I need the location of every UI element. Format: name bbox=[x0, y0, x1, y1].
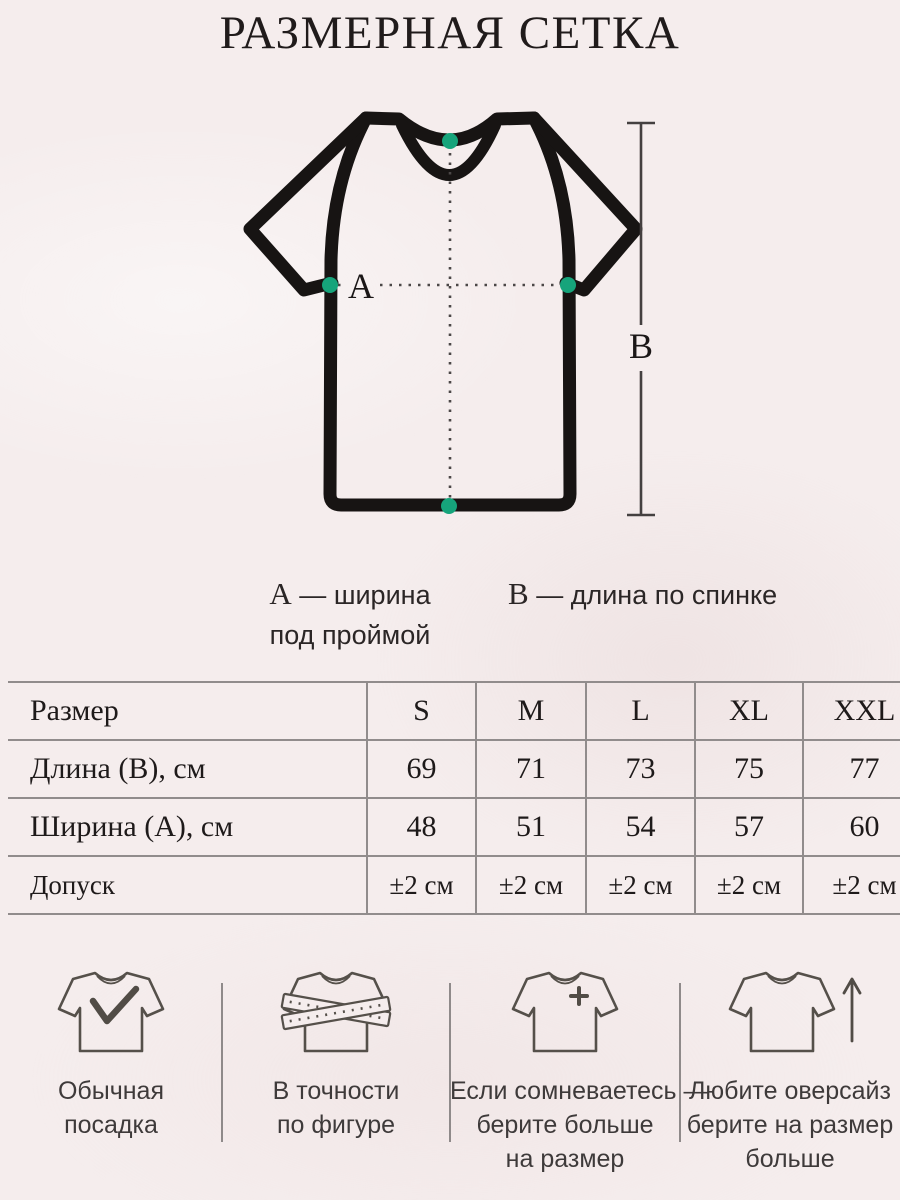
length-value: 69 bbox=[367, 740, 476, 798]
length-value: 73 bbox=[586, 740, 695, 798]
legend-letter-a: А bbox=[269, 576, 292, 611]
legend-dash-b: — bbox=[536, 580, 564, 610]
caption-line: Любите оверсайз bbox=[688, 1077, 891, 1105]
tolerance-value: ±2 см bbox=[476, 856, 586, 914]
legend-length-text: длина по спинке bbox=[570, 580, 778, 610]
tolerance-value: ±2 см bbox=[586, 856, 695, 914]
width-value: 51 bbox=[476, 798, 586, 856]
caption-line: посадка bbox=[64, 1111, 158, 1139]
width-row bbox=[8, 798, 900, 856]
legend-width-text: ширина bbox=[333, 580, 431, 610]
hem-point bbox=[441, 498, 457, 514]
fit-caption-exact bbox=[222, 1074, 450, 1142]
left-armpit-point bbox=[322, 277, 338, 293]
legend-length bbox=[508, 574, 848, 615]
size-col-s: S bbox=[367, 682, 476, 740]
legend-width bbox=[185, 574, 515, 655]
size-table-header-row bbox=[8, 682, 900, 740]
fit-caption-oversize bbox=[680, 1074, 900, 1176]
legend-dash-a: — bbox=[299, 580, 327, 610]
tshirt-oversize-arrow-icon bbox=[697, 963, 867, 1063]
caption-line: больше bbox=[745, 1145, 835, 1173]
caption-line: на размер bbox=[505, 1145, 625, 1173]
fit-caption-regular bbox=[0, 1074, 222, 1142]
fit-caption-doubt bbox=[450, 1074, 709, 1176]
right-armpit-point bbox=[560, 277, 576, 293]
width-row-label: Ширина (А), см bbox=[8, 798, 367, 856]
legend-letter-b: В bbox=[508, 576, 529, 611]
tshirt-measurement-diagram bbox=[0, 95, 900, 555]
width-value: 54 bbox=[586, 798, 695, 856]
tolerance-row bbox=[8, 856, 900, 914]
length-letter-b: В bbox=[628, 326, 654, 366]
tolerance-value: ±2 см bbox=[803, 856, 900, 914]
collar-point bbox=[442, 133, 458, 149]
size-col-xxl: XXL bbox=[803, 682, 900, 740]
caption-line: берите на размер bbox=[686, 1111, 894, 1139]
size-col-m: M bbox=[476, 682, 586, 740]
tolerance-value: ±2 см bbox=[695, 856, 803, 914]
tshirt-plus-icon bbox=[480, 963, 650, 1063]
width-letter-a: А bbox=[348, 266, 374, 306]
tshirt-right-sleeve bbox=[534, 118, 636, 290]
caption-line: Обычная bbox=[57, 1077, 164, 1105]
tshirt-measuring-tape-icon bbox=[251, 963, 421, 1063]
width-value: 60 bbox=[803, 798, 900, 856]
caption-line: по фигуре bbox=[276, 1111, 396, 1139]
checkmark-glyph bbox=[93, 989, 136, 1021]
plus-glyph bbox=[571, 988, 587, 1004]
size-col-l: L bbox=[586, 682, 695, 740]
tolerance-row-label: Допуск bbox=[8, 856, 367, 914]
up-arrow-glyph bbox=[844, 979, 860, 1041]
legend-width-line1 bbox=[185, 574, 515, 615]
measuring-tape-glyph bbox=[282, 994, 391, 1030]
size-table-header-label: Размер bbox=[30, 694, 119, 727]
caption-line: Если сомневаетесь — bbox=[450, 1077, 709, 1105]
tolerance-value: ±2 см bbox=[367, 856, 476, 914]
size-table bbox=[8, 681, 900, 915]
page-title: РАЗМЕРНАЯ СЕТКА bbox=[219, 7, 681, 59]
size-col-xl: XL bbox=[695, 682, 803, 740]
length-value: 75 bbox=[695, 740, 803, 798]
caption-line: берите больше bbox=[476, 1111, 654, 1139]
caption-line: В точности bbox=[272, 1077, 400, 1105]
length-row-label: Длина (В), см bbox=[8, 740, 367, 798]
length-value: 71 bbox=[476, 740, 586, 798]
width-value: 57 bbox=[695, 798, 803, 856]
width-value: 48 bbox=[367, 798, 476, 856]
length-measure-line bbox=[627, 123, 655, 515]
tshirt-checkmark-icon bbox=[26, 963, 196, 1063]
length-value: 77 bbox=[803, 740, 900, 798]
legend-width-line2: под проймой bbox=[269, 620, 431, 650]
legend-length-line1 bbox=[508, 574, 848, 615]
length-row bbox=[8, 740, 900, 798]
